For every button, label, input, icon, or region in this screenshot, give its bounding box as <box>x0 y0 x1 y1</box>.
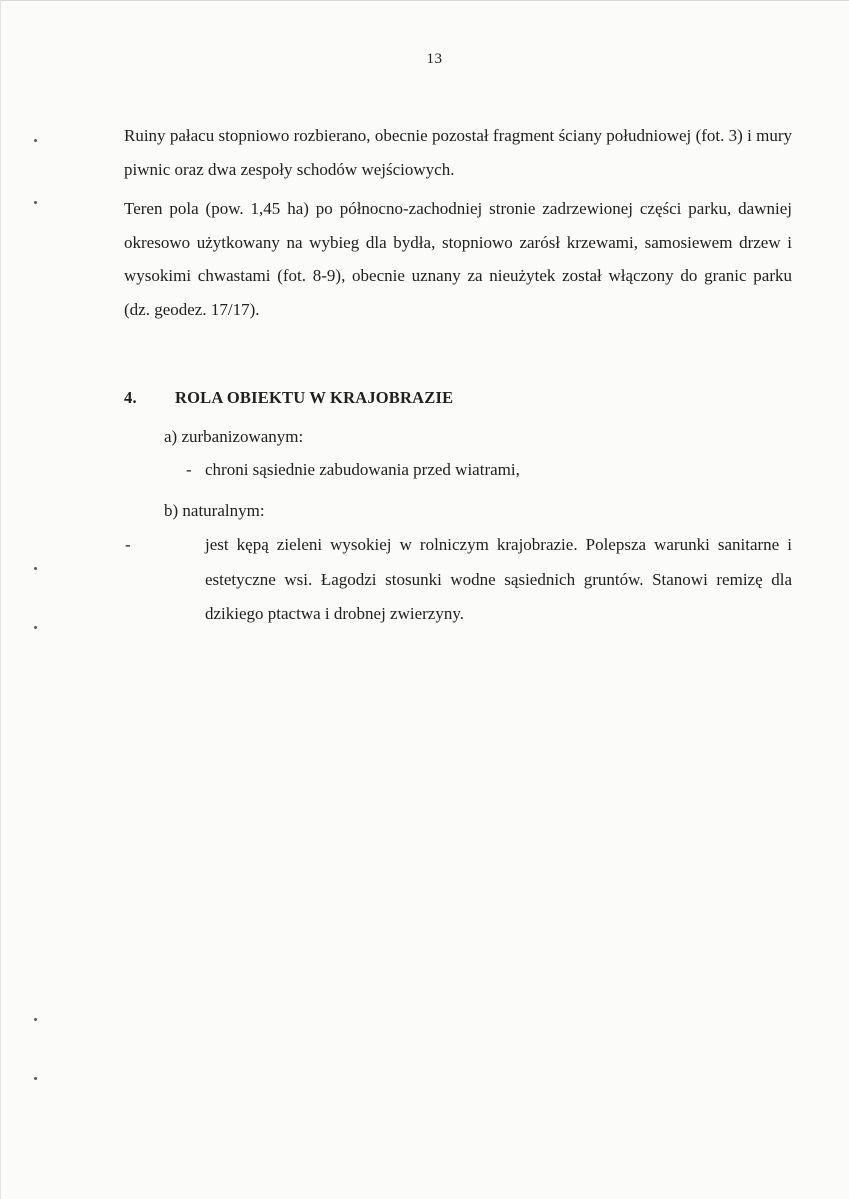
section-title: ROLA OBIEKTU W KRAJOBRAZIE <box>175 388 454 407</box>
page-number: 13 <box>426 51 443 67</box>
dash-bullet: - <box>186 460 192 479</box>
subpoint-b-label: b) naturalnym: <box>164 501 265 520</box>
punch-mark <box>34 1077 37 1080</box>
punch-mark <box>34 1018 37 1021</box>
paragraph-field-area: Teren pola (pow. 1,45 ha) po północno-zachodniej stronie zadrzewionej części parku, dawniej okresowo użytkowany na wybieg dla bydła, stopniowo zarósł krzewami, samosiewem drzew i wysokimi chwastami (fot. 8-9), obecnie uznany za nieużytek został włączony do granic parku (dz. geodez. 17/17). <box>124 199 792 319</box>
subpoint-a-text: chroni sąsiednie zabudowania przed wiatrami, <box>205 460 520 479</box>
punch-mark <box>34 567 37 570</box>
dash-bullet: - <box>125 535 131 554</box>
punch-mark <box>34 139 37 142</box>
subpoint-b-text: jest kępą zieleni wysokiej w rolniczym krajobrazie. Polepsza warunki sanitarne i estetyczne wsi. Łagodzi stosunki wodne sąsiednich gruntów. Stanowi remizę dla dzikiego ptactwa i drobnej zwierzyny. <box>205 535 792 623</box>
section-heading <box>124 381 453 414</box>
section-number: 4. <box>124 388 137 407</box>
punch-mark <box>34 201 37 204</box>
subpoint-a-label: a) zurbanizowanym: <box>164 427 304 446</box>
subpoint-a-item <box>186 453 520 486</box>
paragraph-palace-ruins: Ruiny pałacu stopniowo rozbierano, obecnie pozostał fragment ściany południowej (fot. 3) i mury piwnic oraz dwa zespoły schodów wejściowych. <box>124 126 792 179</box>
punch-mark <box>34 626 37 629</box>
